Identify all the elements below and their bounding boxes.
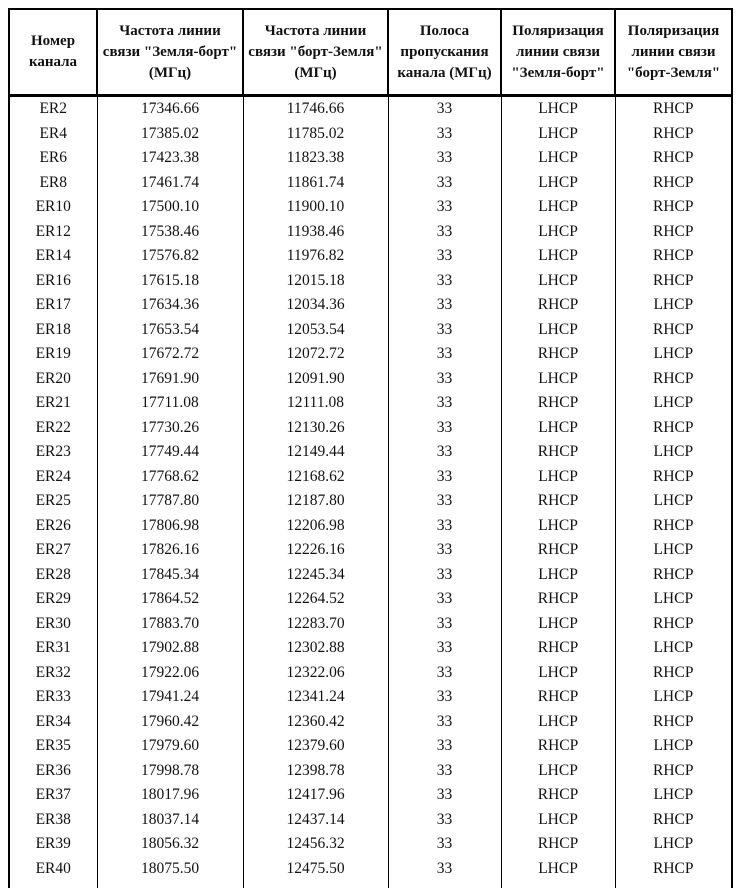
column-header-uplink-polarization: Поляризация линии связи "Земля-борт" xyxy=(501,9,615,96)
cell-uplink-frequency: 17806.98 xyxy=(97,514,243,539)
cell-channel-number: ER20 xyxy=(9,367,97,392)
cell-uplink-frequency: 18017.96 xyxy=(97,783,243,808)
cell-uplink-polarization: RHCP xyxy=(501,783,615,808)
table-row xyxy=(9,440,732,465)
table-row xyxy=(9,563,732,588)
cell-downlink-frequency: 12130.26 xyxy=(243,416,388,441)
cell-uplink-frequency: 17538.46 xyxy=(97,220,243,245)
cell-uplink-polarization: RHCP xyxy=(501,636,615,661)
cell-uplink-polarization: RHCP xyxy=(501,587,615,612)
cell-downlink-polarization: LHCP xyxy=(615,783,732,808)
cell-uplink-polarization: RHCP xyxy=(501,440,615,465)
cell-uplink-polarization: LHCP xyxy=(501,195,615,220)
cell-uplink-polarization: LHCP xyxy=(501,710,615,735)
cell-channel-number: ER23 xyxy=(9,440,97,465)
cell-uplink-polarization: LHCP xyxy=(501,465,615,490)
cell-bandwidth: 33 xyxy=(388,318,501,343)
cell-downlink-frequency: 12475.50 xyxy=(243,857,388,882)
cell-uplink-frequency: 17385.02 xyxy=(97,122,243,147)
cell-channel-number: ER39 xyxy=(9,832,97,857)
cell-bandwidth: 33 xyxy=(388,96,501,122)
cell-channel-number: ER27 xyxy=(9,538,97,563)
cell-downlink-frequency: 11900.10 xyxy=(243,195,388,220)
cell-uplink-frequency: 17960.42 xyxy=(97,710,243,735)
cell-channel-number: ER40 xyxy=(9,857,97,882)
cell-downlink-polarization: RHCP xyxy=(615,171,732,196)
table-row xyxy=(9,195,732,220)
cell-downlink-frequency: 12053.54 xyxy=(243,318,388,343)
cell-downlink-frequency: 12072.72 xyxy=(243,342,388,367)
cell-uplink-frequency: 17461.74 xyxy=(97,171,243,196)
cell-uplink-frequency: 17922.06 xyxy=(97,661,243,686)
cell-bandwidth: 33 xyxy=(388,710,501,735)
cell-uplink-frequency: 17691.90 xyxy=(97,367,243,392)
cell-uplink-polarization: LHCP xyxy=(501,220,615,245)
column-header-downlink-polarization: Поляризация линии связи "борт-Земля" xyxy=(615,9,732,96)
cell-channel-number: ER18 xyxy=(9,318,97,343)
cell-channel-number: ER33 xyxy=(9,685,97,710)
cell-downlink-frequency: 12245.34 xyxy=(243,563,388,588)
cell-downlink-polarization: LHCP xyxy=(615,489,732,514)
cell-bandwidth: 33 xyxy=(388,759,501,784)
table-row xyxy=(9,367,732,392)
cell-channel-number: ER24 xyxy=(9,465,97,490)
cell-channel-number: ER34 xyxy=(9,710,97,735)
cell-uplink-polarization: RHCP xyxy=(501,734,615,759)
table-row xyxy=(9,293,732,318)
cell-downlink-polarization: RHCP xyxy=(615,122,732,147)
cell-uplink-frequency: 17711.08 xyxy=(97,391,243,416)
cell-downlink-frequency: 12264.52 xyxy=(243,587,388,612)
cell-downlink-frequency: 12322.06 xyxy=(243,661,388,686)
cell-channel-number: ER8 xyxy=(9,171,97,196)
cell-downlink-polarization: LHCP xyxy=(615,440,732,465)
cell-downlink-polarization: RHCP xyxy=(615,465,732,490)
cell-downlink-polarization: RHCP xyxy=(615,367,732,392)
table-row xyxy=(9,342,732,367)
cell-bandwidth: 33 xyxy=(388,269,501,294)
column-header-bandwidth: Полоса пропускания канала (МГц) xyxy=(388,9,501,96)
cell-bandwidth: 33 xyxy=(388,587,501,612)
table-row xyxy=(9,612,732,637)
cell-bandwidth: 33 xyxy=(388,832,501,857)
cell-bandwidth: 33 xyxy=(388,636,501,661)
cell-uplink-frequency: 17500.10 xyxy=(97,195,243,220)
cell-uplink-polarization: LHCP xyxy=(501,367,615,392)
cell-bandwidth: 33 xyxy=(388,734,501,759)
cell-downlink-polarization: RHCP xyxy=(615,416,732,441)
cell-channel-number: ER16 xyxy=(9,269,97,294)
cell-empty xyxy=(615,881,732,888)
cell-bandwidth: 33 xyxy=(388,538,501,563)
cell-downlink-frequency: 12168.62 xyxy=(243,465,388,490)
cell-channel-number: ER35 xyxy=(9,734,97,759)
cell-uplink-polarization: LHCP xyxy=(501,416,615,441)
cell-downlink-frequency: 12149.44 xyxy=(243,440,388,465)
table-row xyxy=(9,220,732,245)
cell-downlink-polarization: RHCP xyxy=(615,318,732,343)
cell-channel-number: ER37 xyxy=(9,783,97,808)
cell-downlink-polarization: RHCP xyxy=(615,808,732,833)
cell-bandwidth: 33 xyxy=(388,342,501,367)
cell-uplink-polarization: RHCP xyxy=(501,832,615,857)
table-row xyxy=(9,122,732,147)
cell-uplink-polarization: RHCP xyxy=(501,342,615,367)
table-row xyxy=(9,808,732,833)
table-body xyxy=(9,96,732,888)
cell-bandwidth: 33 xyxy=(388,171,501,196)
cell-uplink-frequency: 17883.70 xyxy=(97,612,243,637)
cell-uplink-polarization: LHCP xyxy=(501,244,615,269)
cell-uplink-polarization: LHCP xyxy=(501,661,615,686)
cell-downlink-frequency: 12360.42 xyxy=(243,710,388,735)
cell-bandwidth: 33 xyxy=(388,440,501,465)
cell-uplink-frequency: 17730.26 xyxy=(97,416,243,441)
cell-uplink-polarization: RHCP xyxy=(501,293,615,318)
cell-uplink-polarization: LHCP xyxy=(501,96,615,122)
cell-uplink-polarization: LHCP xyxy=(501,318,615,343)
cell-bandwidth: 33 xyxy=(388,612,501,637)
cell-bandwidth: 33 xyxy=(388,857,501,882)
table-row xyxy=(9,587,732,612)
table-row xyxy=(9,734,732,759)
cell-channel-number: ER6 xyxy=(9,146,97,171)
cell-empty xyxy=(243,881,388,888)
cell-downlink-polarization: RHCP xyxy=(615,563,732,588)
cell-downlink-polarization: RHCP xyxy=(615,661,732,686)
table-row xyxy=(9,636,732,661)
cell-uplink-polarization: LHCP xyxy=(501,146,615,171)
table-row xyxy=(9,759,732,784)
cell-downlink-polarization: RHCP xyxy=(615,759,732,784)
cell-uplink-frequency: 17979.60 xyxy=(97,734,243,759)
cell-channel-number: ER30 xyxy=(9,612,97,637)
cell-downlink-polarization: LHCP xyxy=(615,587,732,612)
cell-downlink-frequency: 12437.14 xyxy=(243,808,388,833)
cell-downlink-frequency: 12379.60 xyxy=(243,734,388,759)
cell-bandwidth: 33 xyxy=(388,783,501,808)
cell-downlink-polarization: RHCP xyxy=(615,612,732,637)
cell-downlink-polarization: RHCP xyxy=(615,710,732,735)
column-header-uplink-frequency: Частота линии связи "Земля-борт" (МГц) xyxy=(97,9,243,96)
cell-uplink-frequency: 17634.36 xyxy=(97,293,243,318)
table-row xyxy=(9,832,732,857)
cell-downlink-polarization: RHCP xyxy=(615,195,732,220)
cell-uplink-polarization: LHCP xyxy=(501,269,615,294)
cell-bandwidth: 33 xyxy=(388,685,501,710)
cell-downlink-frequency: 12015.18 xyxy=(243,269,388,294)
cell-channel-number: ER2 xyxy=(9,96,97,122)
table-row xyxy=(9,710,732,735)
header-row xyxy=(9,9,732,96)
cell-downlink-polarization: RHCP xyxy=(615,96,732,122)
table-row xyxy=(9,538,732,563)
cell-bandwidth: 33 xyxy=(388,195,501,220)
table-row xyxy=(9,244,732,269)
table-row xyxy=(9,783,732,808)
table-row xyxy=(9,465,732,490)
cell-downlink-frequency: 12283.70 xyxy=(243,612,388,637)
table-row xyxy=(9,416,732,441)
cell-downlink-frequency: 11785.02 xyxy=(243,122,388,147)
cell-channel-number: ER29 xyxy=(9,587,97,612)
cell-channel-number: ER12 xyxy=(9,220,97,245)
cell-downlink-polarization: LHCP xyxy=(615,832,732,857)
cell-downlink-polarization: RHCP xyxy=(615,244,732,269)
cell-uplink-polarization: RHCP xyxy=(501,538,615,563)
cell-downlink-polarization: LHCP xyxy=(615,342,732,367)
cell-uplink-polarization: LHCP xyxy=(501,171,615,196)
cell-uplink-polarization: LHCP xyxy=(501,808,615,833)
cell-downlink-frequency: 12417.96 xyxy=(243,783,388,808)
table-row xyxy=(9,171,732,196)
cell-bandwidth: 33 xyxy=(388,146,501,171)
cell-downlink-polarization: RHCP xyxy=(615,514,732,539)
column-header-downlink-frequency: Частота линии связи "борт-Земля" (МГц) xyxy=(243,9,388,96)
cell-downlink-frequency: 11746.66 xyxy=(243,96,388,122)
cell-downlink-frequency: 12034.36 xyxy=(243,293,388,318)
table-row xyxy=(9,685,732,710)
cell-channel-number: ER4 xyxy=(9,122,97,147)
cell-empty xyxy=(388,881,501,888)
cell-bandwidth: 33 xyxy=(388,391,501,416)
cell-channel-number: ER21 xyxy=(9,391,97,416)
table-row xyxy=(9,661,732,686)
cell-channel-number: ER19 xyxy=(9,342,97,367)
cell-uplink-frequency: 18075.50 xyxy=(97,857,243,882)
table-row xyxy=(9,857,732,882)
cell-downlink-polarization: LHCP xyxy=(615,734,732,759)
cell-channel-number: ER17 xyxy=(9,293,97,318)
cell-channel-number: ER32 xyxy=(9,661,97,686)
cell-downlink-polarization: RHCP xyxy=(615,220,732,245)
cell-uplink-polarization: LHCP xyxy=(501,759,615,784)
cell-downlink-polarization: LHCP xyxy=(615,685,732,710)
cell-uplink-frequency: 17826.16 xyxy=(97,538,243,563)
cell-channel-number: ER38 xyxy=(9,808,97,833)
cell-uplink-polarization: LHCP xyxy=(501,612,615,637)
cell-uplink-frequency: 17423.38 xyxy=(97,146,243,171)
cell-downlink-frequency: 12111.08 xyxy=(243,391,388,416)
cell-downlink-polarization: RHCP xyxy=(615,857,732,882)
table-row xyxy=(9,96,732,122)
column-header-channel-number: Номер канала xyxy=(9,9,97,96)
cell-downlink-polarization: RHCP xyxy=(615,146,732,171)
cell-uplink-polarization: RHCP xyxy=(501,489,615,514)
cell-empty xyxy=(97,881,243,888)
cell-downlink-frequency: 12226.16 xyxy=(243,538,388,563)
table-header xyxy=(9,9,732,96)
cell-uplink-frequency: 17576.82 xyxy=(97,244,243,269)
cell-uplink-polarization: RHCP xyxy=(501,685,615,710)
cell-bandwidth: 33 xyxy=(388,244,501,269)
cell-bandwidth: 33 xyxy=(388,514,501,539)
table-row xyxy=(9,318,732,343)
cell-downlink-polarization: RHCP xyxy=(615,269,732,294)
cell-bandwidth: 33 xyxy=(388,465,501,490)
cell-downlink-frequency: 12341.24 xyxy=(243,685,388,710)
cell-uplink-frequency: 17653.54 xyxy=(97,318,243,343)
cell-downlink-frequency: 12456.32 xyxy=(243,832,388,857)
table-row xyxy=(9,514,732,539)
cell-downlink-frequency: 11976.82 xyxy=(243,244,388,269)
cell-downlink-frequency: 12302.88 xyxy=(243,636,388,661)
cell-uplink-frequency: 18056.32 xyxy=(97,832,243,857)
cell-empty xyxy=(501,881,615,888)
cell-bandwidth: 33 xyxy=(388,808,501,833)
table-row xyxy=(9,146,732,171)
channel-frequency-table xyxy=(8,8,733,888)
cell-bandwidth: 33 xyxy=(388,489,501,514)
cell-uplink-polarization: LHCP xyxy=(501,857,615,882)
cell-downlink-frequency: 12091.90 xyxy=(243,367,388,392)
cell-uplink-frequency: 17672.72 xyxy=(97,342,243,367)
cell-uplink-frequency: 17768.62 xyxy=(97,465,243,490)
cell-uplink-frequency: 17787.80 xyxy=(97,489,243,514)
cell-uplink-frequency: 17902.88 xyxy=(97,636,243,661)
cell-uplink-frequency: 17998.78 xyxy=(97,759,243,784)
cell-bandwidth: 33 xyxy=(388,661,501,686)
cell-bandwidth: 33 xyxy=(388,122,501,147)
cell-channel-number: ER26 xyxy=(9,514,97,539)
cell-channel-number: ER10 xyxy=(9,195,97,220)
cell-channel-number: ER22 xyxy=(9,416,97,441)
cell-downlink-polarization: LHCP xyxy=(615,538,732,563)
cell-channel-number: ER14 xyxy=(9,244,97,269)
partial-table-row xyxy=(9,881,732,888)
cell-bandwidth: 33 xyxy=(388,220,501,245)
table-row xyxy=(9,489,732,514)
cell-downlink-frequency: 11861.74 xyxy=(243,171,388,196)
cell-uplink-frequency: 17864.52 xyxy=(97,587,243,612)
cell-bandwidth: 33 xyxy=(388,367,501,392)
cell-uplink-frequency: 17615.18 xyxy=(97,269,243,294)
cell-channel-number: ER36 xyxy=(9,759,97,784)
cell-uplink-frequency: 17941.24 xyxy=(97,685,243,710)
cell-uplink-frequency: 17749.44 xyxy=(97,440,243,465)
cell-downlink-frequency: 12187.80 xyxy=(243,489,388,514)
cell-downlink-polarization: LHCP xyxy=(615,293,732,318)
cell-uplink-frequency: 17346.66 xyxy=(97,96,243,122)
cell-uplink-polarization: RHCP xyxy=(501,391,615,416)
table-row xyxy=(9,391,732,416)
cell-channel-number: ER28 xyxy=(9,563,97,588)
cell-downlink-frequency: 12398.78 xyxy=(243,759,388,784)
table-row xyxy=(9,269,732,294)
cell-channel-number: ER25 xyxy=(9,489,97,514)
cell-uplink-frequency: 17845.34 xyxy=(97,563,243,588)
cell-empty xyxy=(9,881,97,888)
cell-uplink-polarization: LHCP xyxy=(501,122,615,147)
cell-bandwidth: 33 xyxy=(388,416,501,441)
cell-downlink-polarization: LHCP xyxy=(615,636,732,661)
cell-bandwidth: 33 xyxy=(388,293,501,318)
cell-downlink-polarization: LHCP xyxy=(615,391,732,416)
cell-uplink-polarization: LHCP xyxy=(501,563,615,588)
cell-channel-number: ER31 xyxy=(9,636,97,661)
cell-downlink-frequency: 12206.98 xyxy=(243,514,388,539)
cell-downlink-frequency: 11823.38 xyxy=(243,146,388,171)
cell-uplink-polarization: LHCP xyxy=(501,514,615,539)
cell-downlink-frequency: 11938.46 xyxy=(243,220,388,245)
cell-bandwidth: 33 xyxy=(388,563,501,588)
cell-uplink-frequency: 18037.14 xyxy=(97,808,243,833)
